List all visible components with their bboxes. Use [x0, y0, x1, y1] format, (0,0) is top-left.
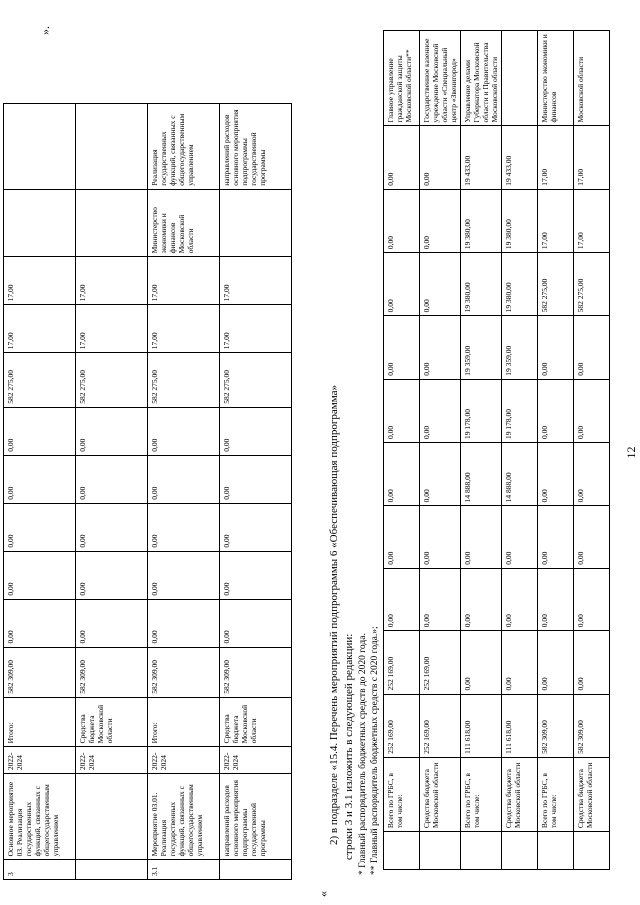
row-label: Всего по ГРБС, в том числе: — [461, 757, 502, 831]
footnote-2: ** Главный распорядитель бюджетных средств с 2020 года.»; — [370, 626, 380, 875]
funding-source: Средства бюджета Московской области — [220, 697, 292, 747]
value-cell: 19 433,00 — [502, 126, 538, 189]
value-cell: 0,00 — [148, 503, 220, 551]
table-row — [502, 31, 538, 870]
empty-cell — [538, 832, 574, 870]
funding-source: Итого: — [148, 697, 220, 747]
value-cell: 0,00 — [76, 407, 148, 455]
period-cell: 2022-2024 — [220, 747, 292, 774]
value-cell: 0,00 — [384, 189, 420, 252]
value-cell: 582 275,00 — [148, 353, 220, 408]
value-cell: 582 275,00 — [4, 353, 76, 408]
value-cell: 0,00 — [574, 506, 610, 568]
value-cell: 19 178,00 — [461, 379, 502, 442]
value-cell: 0,00 — [148, 599, 220, 647]
value-cell: 0,00 — [220, 551, 292, 599]
value-cell: 252 169,00 — [384, 694, 420, 757]
row-number: 3 — [4, 860, 76, 880]
table-row — [538, 31, 574, 870]
value-cell: 0,00 — [574, 316, 610, 379]
value-cell: 252 169,00 — [420, 694, 461, 757]
row-number — [220, 860, 292, 880]
row-label: Средства бюджета Московской области — [420, 757, 461, 831]
value-cell: 19 380,00 — [502, 189, 538, 252]
value-cell: 17,00 — [220, 257, 292, 305]
open-quote: « — [316, 891, 330, 897]
value-cell: 0,00 — [420, 253, 461, 316]
period-cell: 2022-2024 — [4, 747, 76, 774]
value-cell: 0,00 — [4, 503, 76, 551]
value-cell: 17,00 — [148, 305, 220, 353]
value-cell: 0,00 — [538, 568, 574, 630]
value-cell: 17,00 — [76, 305, 148, 353]
page-number: 12 — [624, 446, 638, 459]
value-cell: 0,00 — [384, 379, 420, 442]
value-cell: 0,00 — [538, 443, 574, 506]
responsible-cell: Главное управление гражданской защиты Московской области** — [384, 31, 420, 126]
value-cell: 14 888,00 — [502, 443, 538, 506]
value-cell: 19 380,00 — [502, 253, 538, 316]
value-cell: 0,00 — [4, 455, 76, 503]
empty-cell — [461, 832, 502, 870]
value-cell: 17,00 — [538, 126, 574, 189]
value-cell: 0,00 — [220, 503, 292, 551]
row-label: Средства бюджета Московской области — [502, 757, 538, 831]
value-cell: 0,00 — [461, 506, 502, 568]
value-cell: 582 309,00 — [76, 647, 148, 697]
upper-table — [383, 30, 610, 870]
value-cell: 0,00 — [4, 599, 76, 647]
value-cell: 0,00 — [461, 631, 502, 694]
executor-cell — [4, 189, 76, 257]
value-cell: 582 275,00 — [220, 353, 292, 408]
table-row — [220, 26, 292, 880]
value-cell: 0,00 — [574, 443, 610, 506]
row-label: Всего по ГРБС, в том числе: — [538, 757, 574, 831]
responsible-cell: Министерство экономики и финансов — [538, 31, 574, 126]
value-cell: 0,00 — [574, 568, 610, 630]
value-cell: 0,00 — [420, 316, 461, 379]
value-cell: 0,00 — [148, 455, 220, 503]
value-cell: 0,00 — [76, 503, 148, 551]
value-cell: 0,00 — [384, 443, 420, 506]
value-cell: 0,00 — [538, 379, 574, 442]
value-cell: 17,00 — [4, 305, 76, 353]
value-cell: 19 380,00 — [461, 253, 502, 316]
period-cell: 2022-2024 — [76, 747, 148, 774]
activity-name — [76, 774, 148, 860]
table-row — [420, 31, 461, 870]
activity-name: Мероприятие 03.01. Реализация государственных функций, связанных с общегосударственным управлением — [148, 774, 220, 860]
value-cell: 17,00 — [574, 126, 610, 189]
row-number: 3.1 — [148, 860, 220, 880]
value-cell: 0,00 — [220, 455, 292, 503]
value-cell: 0,00 — [538, 506, 574, 568]
value-cell: 19 359,00 — [502, 316, 538, 379]
responsible-cell: Государственное казенное учреждение Московской области «Специальный центр «Звенигород» — [420, 31, 461, 126]
value-cell: 582 275,00 — [574, 253, 610, 316]
responsible-cell: Управление делами Губернатора Московской области и Правительства Московской области — [461, 31, 502, 126]
responsible-cell — [502, 31, 538, 126]
value-cell: 17,00 — [574, 189, 610, 252]
value-cell: 17,00 — [76, 257, 148, 305]
value-cell: 582 309,00 — [148, 647, 220, 697]
value-cell: 111 618,00 — [461, 694, 502, 757]
table-row — [4, 26, 76, 880]
value-cell: 0,00 — [538, 316, 574, 379]
result-cell — [76, 103, 148, 189]
value-cell: 582 275,00 — [538, 253, 574, 316]
value-cell: 0,00 — [574, 379, 610, 442]
result-cell: направлений расходов основного мероприятия подпрограммы государственной программы — [220, 103, 292, 189]
value-cell: 0,00 — [384, 568, 420, 630]
table-row — [148, 26, 220, 880]
row-number — [76, 860, 148, 880]
footnote-1: * Главный распорядитель бюджетных средств до 2020 года. — [358, 633, 368, 875]
value-cell: 252 169,00 — [384, 631, 420, 694]
value-cell: 14 888,00 — [461, 443, 502, 506]
row-label: Всего по ГРБС, в том числе: — [384, 757, 420, 831]
value-cell: 0,00 — [76, 599, 148, 647]
value-cell: 0,00 — [148, 551, 220, 599]
lower-table — [3, 25, 292, 880]
value-cell: 582 309,00 — [4, 647, 76, 697]
value-cell: 17,00 — [148, 257, 220, 305]
value-cell: 0,00 — [574, 631, 610, 694]
value-cell: 0,00 — [76, 551, 148, 599]
value-cell: 582 309,00 — [538, 694, 574, 757]
value-cell: 0,00 — [502, 568, 538, 630]
period-cell: 2022-2024 — [148, 747, 220, 774]
result-cell: Реализация государственных функций, связанных с общегосударственным управлением — [148, 103, 220, 189]
value-cell: 19 380,00 — [461, 189, 502, 252]
value-cell: 0,00 — [502, 506, 538, 568]
empty-cell — [420, 832, 461, 870]
value-cell: 0,00 — [4, 407, 76, 455]
paragraph-line-2: строки 3 и 3.1 изложить в следующей редакции: — [343, 633, 355, 860]
value-cell: 0,00 — [384, 253, 420, 316]
table-row — [76, 26, 148, 880]
empty-cell — [574, 832, 610, 870]
activity-name: Основное мероприятие 03. Реализация государственных функций, связанных с общегосударственным управлением — [4, 774, 76, 860]
value-cell: 0,00 — [76, 455, 148, 503]
value-cell: 0,00 — [384, 126, 420, 189]
value-cell: 0,00 — [384, 316, 420, 379]
paragraph-line-1: 2) в подразделе «15.4. Перечень мероприятий подпрограммы 6 «Обеспечивающая подпрограмма» — [328, 384, 340, 845]
table-row — [384, 31, 420, 870]
executor-cell — [76, 189, 148, 257]
value-cell: 0,00 — [420, 126, 461, 189]
value-cell: 0,00 — [420, 506, 461, 568]
value-cell: 0,00 — [148, 407, 220, 455]
value-cell: 111 618,00 — [502, 694, 538, 757]
responsible-cell: Московской области — [574, 31, 610, 126]
value-cell: 0,00 — [220, 407, 292, 455]
value-cell: 0,00 — [4, 551, 76, 599]
table-row — [574, 31, 610, 870]
value-cell: 0,00 — [220, 599, 292, 647]
value-cell: 252 169,00 — [420, 631, 461, 694]
value-cell: 17,00 — [220, 305, 292, 353]
value-cell: 0,00 — [420, 379, 461, 442]
activity-name: направлений расходов основного мероприятия подпрограммы государственной программы — [220, 774, 292, 860]
empty-cell — [384, 832, 420, 870]
funding-source: Итого: — [4, 697, 76, 747]
result-cell — [4, 103, 76, 189]
value-cell: 19 359,00 — [461, 316, 502, 379]
value-cell: 0,00 — [461, 568, 502, 630]
value-cell: 582 275,00 — [76, 353, 148, 408]
value-cell: 0,00 — [502, 631, 538, 694]
value-cell: 0,00 — [420, 189, 461, 252]
executor-cell: Министерство экономики и финансов Московской области — [148, 189, 220, 257]
executor-cell — [220, 189, 292, 257]
value-cell: 19 178,00 — [502, 379, 538, 442]
funding-source: Средства бюджета Московской области — [76, 697, 148, 747]
empty-cell — [502, 832, 538, 870]
value-cell: 582 309,00 — [574, 694, 610, 757]
value-cell: 17,00 — [538, 189, 574, 252]
close-quote: ». — [38, 26, 52, 35]
value-cell: 582 309,00 — [220, 647, 292, 697]
table-row — [461, 31, 502, 870]
value-cell: 0,00 — [420, 443, 461, 506]
value-cell: 19 433,00 — [461, 126, 502, 189]
value-cell: 0,00 — [420, 568, 461, 630]
value-cell: 17,00 — [4, 257, 76, 305]
row-label: Средства бюджета Московской области — [574, 757, 610, 831]
value-cell: 0,00 — [384, 506, 420, 568]
value-cell: 0,00 — [538, 631, 574, 694]
